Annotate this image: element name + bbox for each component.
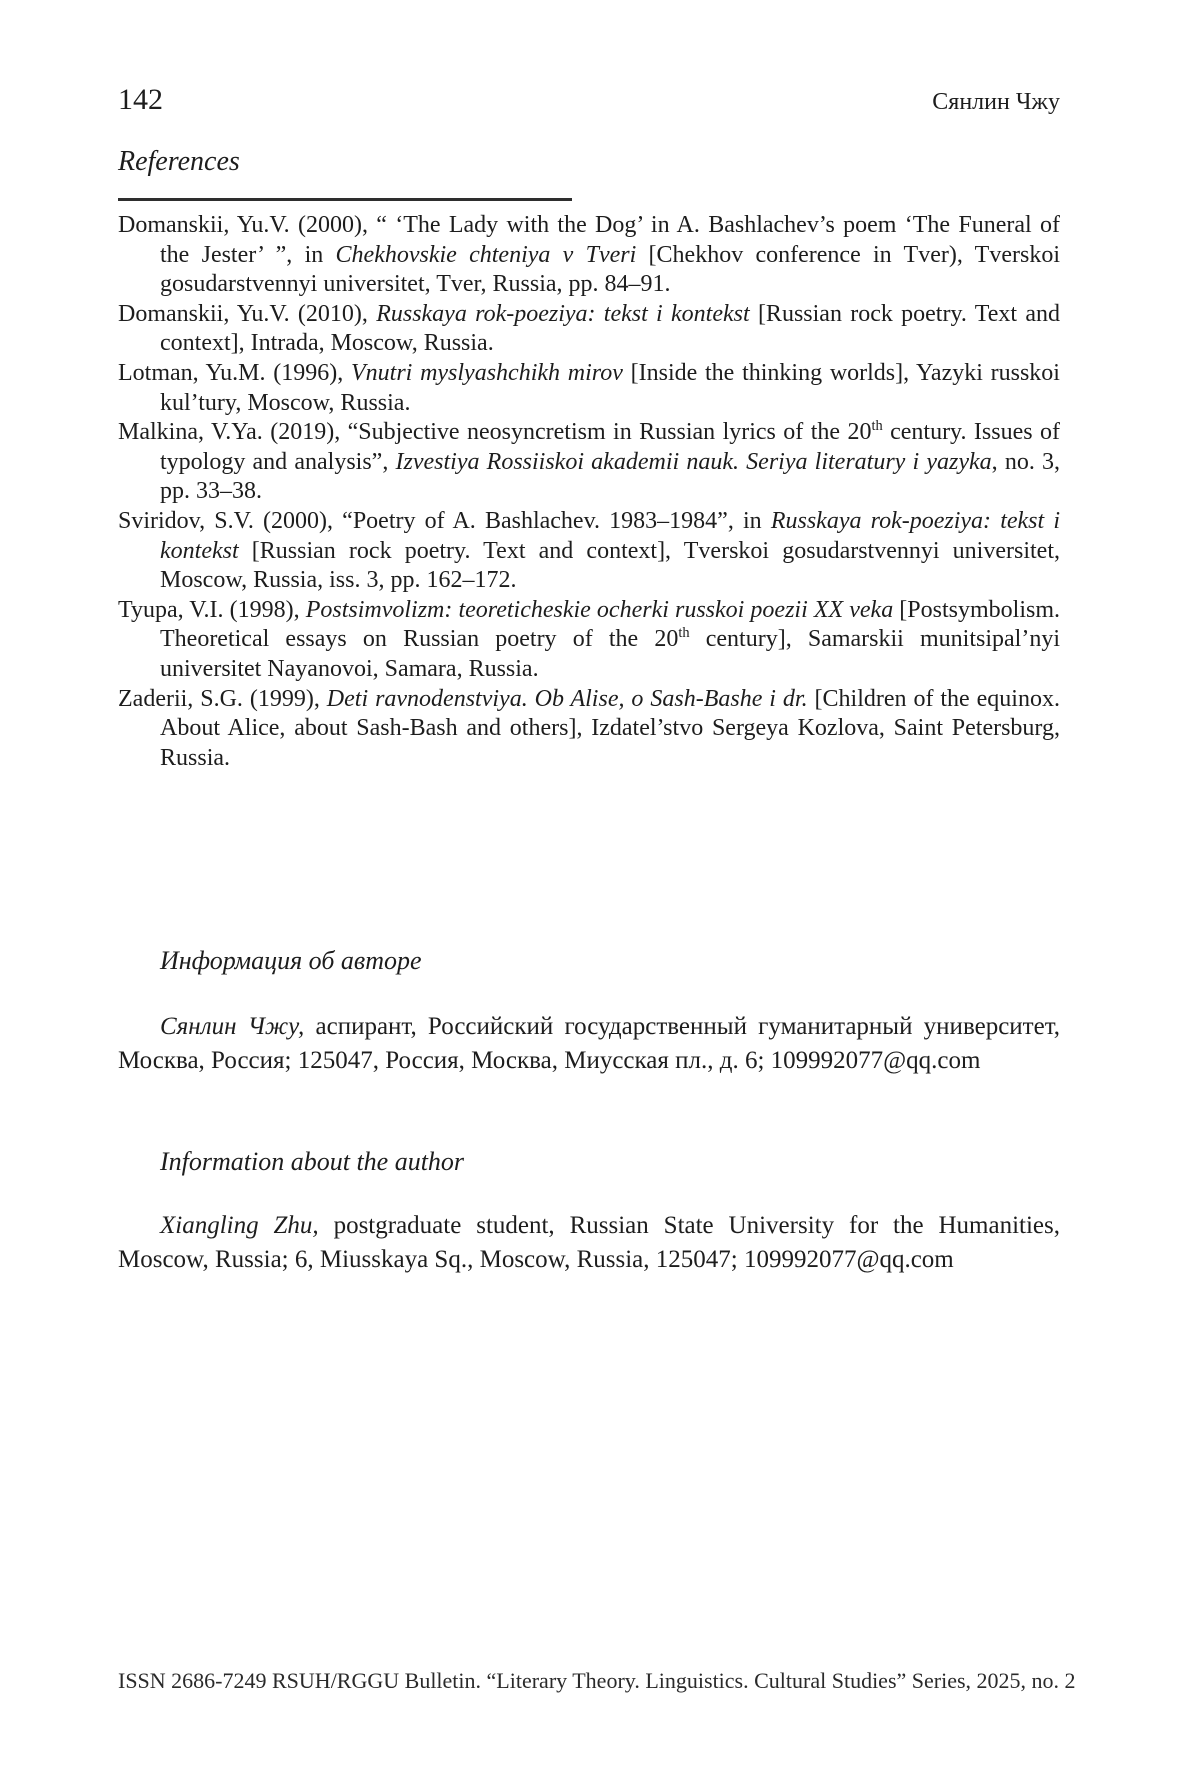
text-segment: century. Issues of typology and analysis”, [160,419,1060,475]
page-footer-issn-line: ISSN 2686-7249 RSUH/RGGU Bulletin. “Literary Theory. Linguistics. Cultural Studies” Series, 2025, no. 2 [118,1668,1076,1693]
text-segment: century], Samarskii munitsipal’nyi universitet Nayanovoi, Samara, Russia. [160,626,1061,682]
superscript-segment: th [678,625,690,642]
text-segment: [Children of the equinox. About Alice, about Sash-Bash and others], Izdatel’stvo Sergeya Kozlova, Saint Petersburg, Russia. [160,685,1060,771]
text-segment: Domanskii, Yu.V. (2000), “ ‘The Lady with the Dog’ in A. Bashlachev’s poem ‘The Funeral of the Jester’ ”, in [118,212,1060,268]
text-segment: [Chekhov conference in Tver), Tverskoi gosudarstvennyi universitet, Tver, Russia, pp. 84–91. [160,241,1060,298]
text-segment: Tyupa, V.I. (1998), [118,596,306,623]
superscript-segment: th [871,418,883,435]
italic-text-segment: Сянлин Чжу, [160,1013,305,1041]
author-info-ru-paragraph [118,1010,1060,1077]
author-info-ru-heading: Информация об авторе [160,946,422,976]
text-segment: аспирант, Российский государственный гуманитарный университет, Москва, Россия; 125047, Россия, Москва, Миусская пл., д. 6; 109992077@qq.com [118,1013,1060,1074]
italic-text-segment: Izvestiya Rossiiskoi akademii nauk. Seriya literatury i yazyka [395,448,992,475]
reference-item [118,211,1060,300]
italic-text-segment: Postsimvolizm: teoreticheskie ocherki russkoi poezii XX veka [305,596,894,623]
text-segment: Malkina, V.Ya. (2019), “Subjective neosyncretism in Russian lyrics of the 20 [118,419,872,446]
text-segment: [Russian rock poetry. Text and context], Tverskoi gosudarstvennyi universitet, Moscow, Russia, iss. 3, pp. 162–172. [160,537,1060,594]
text-segment: , no. 3, pp. 33–38. [160,448,1061,505]
text-segment: [Russian rock poetry. Text and context], Intrada, Moscow, Russia. [160,300,1060,357]
italic-text-segment: Chekhovskie chteniya v Tveri [335,241,637,268]
italic-text-segment: Xiangling Zhu, [160,1212,319,1240]
page-header [118,82,1060,120]
references-underline-rule [118,198,572,201]
reference-item [118,596,1060,685]
reference-item [118,685,1060,774]
references-heading: References [118,146,240,177]
reference-item [118,507,1060,596]
reference-item [118,418,1060,507]
text-segment: [Inside the thinking worlds], Yazyki russkoi kul’tury, Moscow, Russia. [160,359,1060,416]
text-segment: Zaderii, S.G. (1999), [118,685,327,712]
references-list [118,211,1060,773]
reference-item [118,300,1060,359]
reference-item [118,359,1060,418]
italic-text-segment: Russkaya rok-poeziya: tekst i kontekst [160,507,1060,564]
text-segment: Sviridov, S.V. (2000), “Poetry of A. Bashlachev. 1983–1984”, in [118,507,771,534]
text-segment: postgraduate student, Russian State University for the Humanities, Moscow, Russia; 6, Miusskaya Sq., Moscow, Russia, 125047; 109992077@qq.com [118,1212,1061,1273]
italic-text-segment: Russkaya rok-poeziya: tekst i kontekst [376,300,750,327]
text-segment: Domanskii, Yu.V. (2010), [118,300,377,327]
author-info-en-paragraph [118,1209,1060,1276]
author-info-en-heading: Information about the author [160,1147,465,1177]
italic-text-segment: Deti ravnodenstviya. Ob Alise, o Sash-Bashe i dr. [326,685,808,712]
text-segment: Lotman, Yu.M. (1996), [118,359,351,386]
page-number: 142 [118,83,163,116]
italic-text-segment: Vnutri myslyashchikh mirov [350,359,623,386]
running-head-author: Сянлин Чжу [932,89,1060,115]
text-segment: [Postsymbolism. Theoretical essays on Russian poetry of the 20 [160,596,1060,653]
